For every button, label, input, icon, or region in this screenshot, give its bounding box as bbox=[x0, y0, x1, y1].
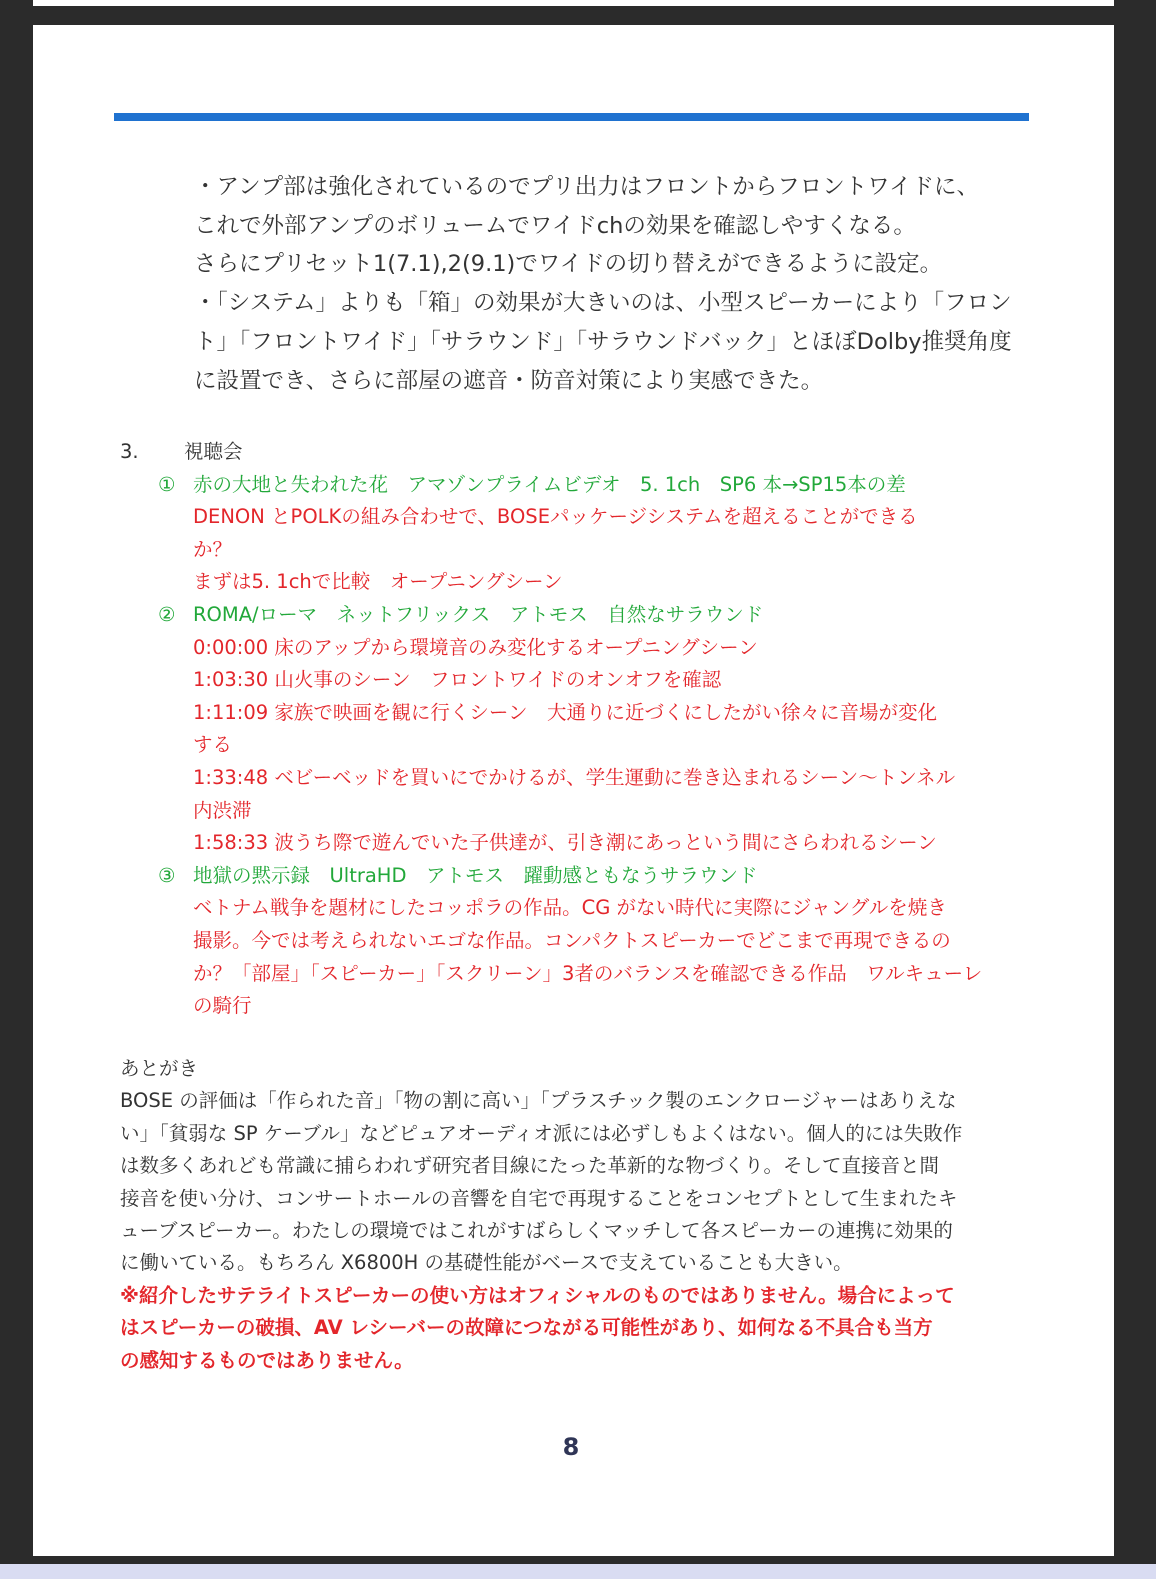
item-line: DENON とPOLKの組み合わせで、BOSEパッケージシステムを超えることができる bbox=[193, 505, 918, 529]
item-line: 0:00:00 床のアップから環境音のみ変化するオープニングシーン bbox=[193, 635, 758, 659]
item-title: 地獄の黙示録 UltraHD アトモス 躍動感ともなうサラウンド bbox=[193, 863, 758, 887]
section-title: 視聴会 bbox=[184, 440, 243, 463]
warning-line: はスピーカーの破損、AV レシーバーの故障につながる可能性があり、如何なる不具合も当方 bbox=[120, 1316, 933, 1340]
header-rule bbox=[114, 113, 1029, 121]
item-line: 1:58:33 波うち際で遊んでいた子供達が、引き潮にあっという間にさらわれるシーン bbox=[193, 831, 937, 855]
afterword-line: BOSE の評価は「作られた音」「物の割に高い」「プラスチック製のエンクロージャーはありえな bbox=[120, 1089, 957, 1113]
intro-line: これで外部アンプのボリュームでワイドchの効果を確認しやすくなる。 bbox=[194, 212, 916, 239]
afterword bbox=[120, 1053, 1030, 1377]
viewing-item-2 bbox=[120, 599, 1080, 860]
item-line: の騎行 bbox=[193, 994, 252, 1018]
page-number: 8 bbox=[562, 1433, 580, 1461]
item-line: か？ bbox=[193, 537, 233, 561]
item-line: 1:03:30 山火事のシーン フロントワイドのオンオフを確認 bbox=[193, 668, 722, 692]
intro-line: ・アンプ部は強化されているのでプリ出力はフロントからフロントワイドに、 bbox=[194, 174, 980, 200]
afterword-line: ューブスピーカー。わたしの環境ではこれがすばらしくマッチして各スピーカーの連携に効果的 bbox=[120, 1219, 953, 1243]
item-title: 赤の大地と失われた花 アマゾンプライムビデオ 5. 1ch SP6 本→SP15本の差 bbox=[193, 472, 906, 496]
item-line: まずは5. 1chで比較 オープニングシーン bbox=[193, 570, 563, 594]
section-3 bbox=[120, 436, 1080, 1023]
warning-line: の感知するものではありません。 bbox=[120, 1348, 414, 1372]
intro-line: ト」「フロントワイド」「サラウンド」「サラウンドバック」とほぼDolby推奨角度 bbox=[194, 328, 1012, 355]
afterword-line: は数多くあれども常識に捕らわれず研究者目線にたった革新的な物づくり。そして直接音と間 bbox=[120, 1154, 940, 1178]
item-number: ① bbox=[158, 472, 176, 496]
warning-line: ※紹介したサテライトスピーカーの使い方はオフィシャルのものではありません。場合によって bbox=[120, 1283, 955, 1307]
item-line: する bbox=[193, 733, 233, 757]
intro-paragraph bbox=[194, 168, 1044, 400]
afterword-line: い」「貧弱な SP ケーブル」などピュアオーディオ派には必ずしもよくはない。個人的には失敗作 bbox=[120, 1121, 963, 1145]
item-line: 撮影。今では考えられないエゴな作品。コンパクトスピーカーでどこまで再現できるの bbox=[193, 928, 951, 952]
viewer-bottom-strip bbox=[0, 1564, 1156, 1579]
item-line: ベトナム戦争を題材にしたコッポラの作品。CG がない時代に実際にジャングルを焼き bbox=[193, 896, 947, 920]
previous-page-edge bbox=[33, 0, 1114, 6]
viewing-item-3 bbox=[120, 860, 1080, 1023]
document-page bbox=[33, 25, 1114, 1556]
intro-line: に設置でき、さらに部屋の遮音・防音対策により実感できた。 bbox=[194, 367, 824, 394]
intro-line: さらにプリセット1(7.1),2(9.1)でワイドの切り替えができるように設定。 bbox=[194, 251, 943, 278]
item-line: 1:33:48 ベビーベッドを買いにでかけるが、学生運動に巻き込まれるシーン～トンネル bbox=[193, 765, 956, 789]
item-line: か？「部屋」「スピーカー」「スクリーン」3者のバランスを確認できる作品 ワルキューレ bbox=[193, 961, 983, 985]
section-heading bbox=[120, 436, 1080, 469]
item-line: 1:11:09 家族で映画を観に行くシーン 大通りに近づくにしたがい徐々に音場が変化 bbox=[193, 700, 937, 724]
afterword-line: に働いている。もちろん X6800H の基礎性能がベースで支えていることも大きい。 bbox=[120, 1251, 853, 1275]
item-number: ② bbox=[158, 602, 176, 626]
intro-line: ・「システム」よりも「箱」の効果が大きいのは、小型スピーカーにより「フロン bbox=[194, 290, 1012, 317]
afterword-line: 接音を使い分け、コンサートホールの音響を自宅で再現することをコンセプトとして生まれたキ bbox=[120, 1186, 958, 1210]
item-title: ROMA/ローマ ネットフリックス アトモス 自然なサラウンド bbox=[193, 602, 764, 626]
afterword-title: あとがき bbox=[120, 1057, 199, 1080]
item-number: ③ bbox=[158, 863, 176, 887]
section-number: 3. bbox=[120, 440, 139, 463]
item-line: 内渋滞 bbox=[193, 798, 252, 822]
viewing-item-1 bbox=[120, 469, 1080, 599]
